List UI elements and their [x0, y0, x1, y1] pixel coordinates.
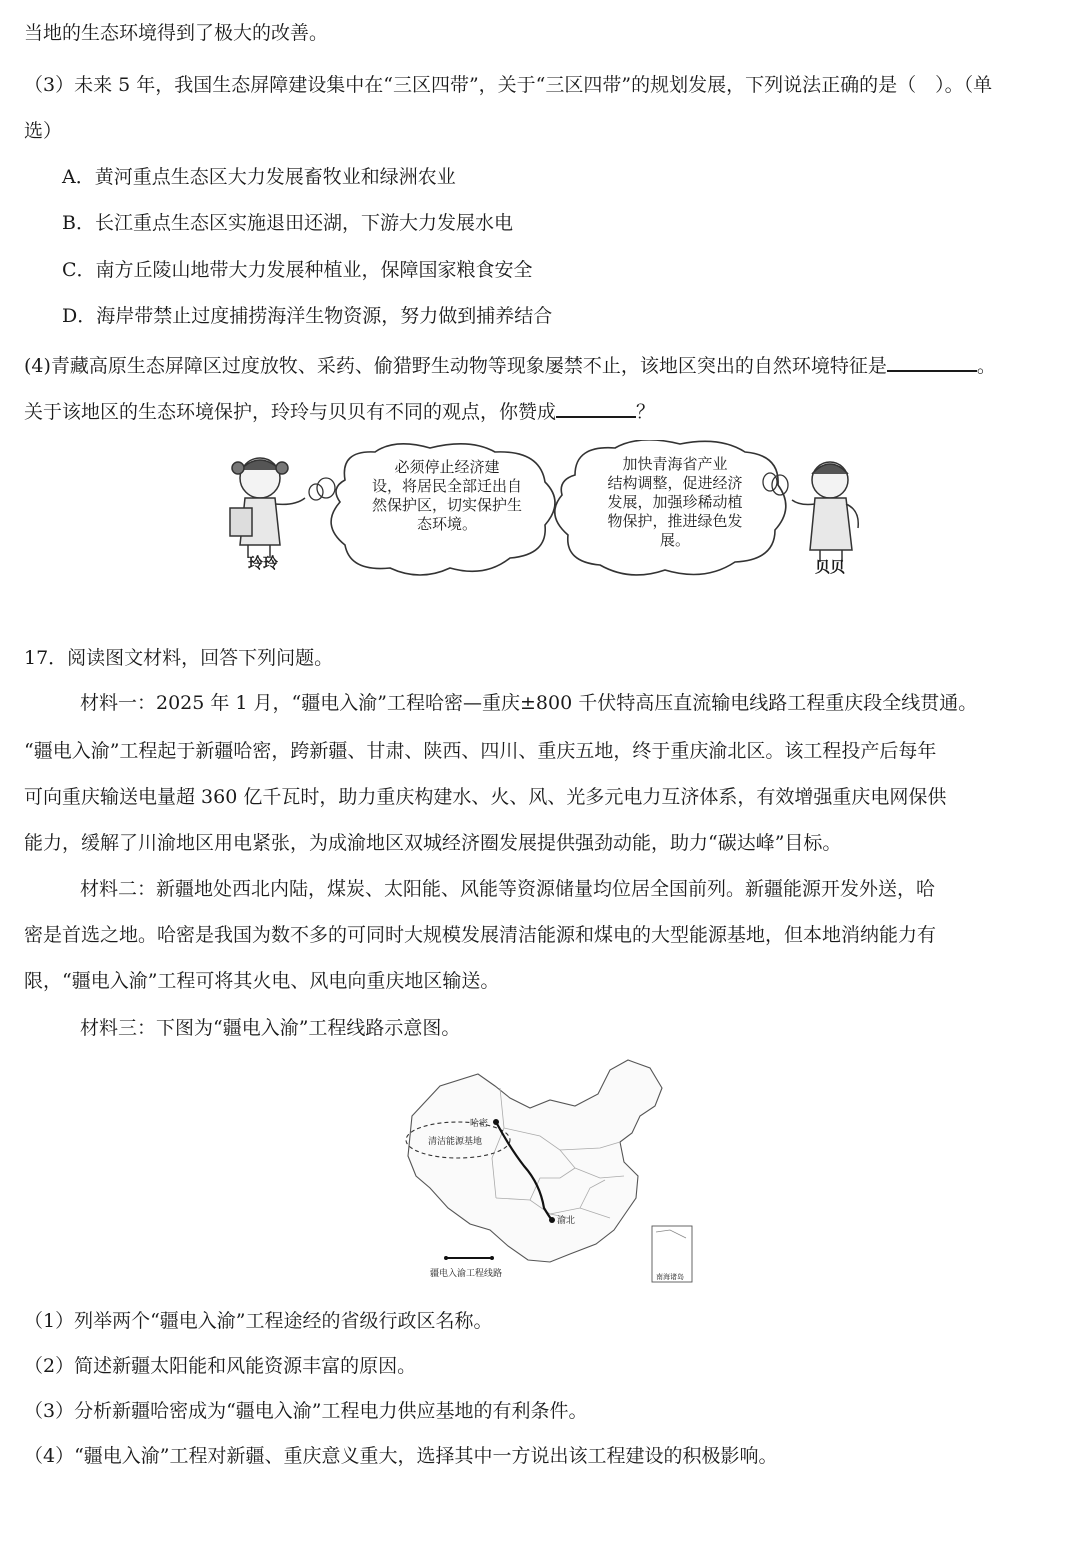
left-bubble-line: 然保护区，切实保护生	[371, 496, 522, 514]
right-bubble-line: 发展，加强珍稀动植	[607, 493, 743, 511]
sub-question-2: （2）简述新疆太阳能和风能资源丰富的原因。	[24, 1355, 417, 1377]
clean-base-label: 清洁能源基地	[428, 1137, 483, 1147]
yubei-label: 渝北	[557, 1216, 576, 1226]
option-c: C．南方丘陵山地带大力发展种植业，保障国家粮食安全	[62, 259, 533, 281]
option-a: A．黄河重点生态区大力发展畜牧业和绿洲农业	[62, 166, 456, 188]
question-4-text: (4)青藏高原生态屏障区过度放牧、采药、偷猎野生动物等现象屡禁不止，该地区突出的自然环境特征是	[24, 355, 887, 377]
material-1-line: “疆电入渝”工程起于新疆哈密，跨新疆、甘肃、陕西、四川、重庆五地，终于重庆渝北区。该工程投产后每年	[24, 740, 937, 762]
option-d: D．海岸带禁止过度捕捞海洋生物资源，努力做到捕养结合	[62, 305, 553, 327]
left-bubble-line: 设，将居民全部迁出自	[371, 477, 522, 495]
sub-question-1: （1）列举两个“疆电入渝”工程途经的省级行政区名称。	[24, 1310, 493, 1332]
material-2-line: 密是首选之地。哈密是我国为数不多的可同时大规模发展清洁能源和煤电的大型能源基地，但本地消纳能力有	[24, 924, 937, 946]
material-3-line: 材料三：下图为“疆电入渝”工程线路示意图。	[80, 1017, 461, 1039]
left-bubble-line: 态环境。	[416, 515, 477, 533]
right-bubble-line: 结构调整，促进经济	[607, 474, 743, 492]
hami-label: 哈密	[470, 1119, 489, 1129]
question-17-title: 17．阅读图文材料，回答下列问题。	[24, 647, 334, 669]
right-bubble-line: 展。	[659, 531, 690, 549]
right-bubble-line: 物保护，推进绿色发	[607, 512, 743, 530]
hami-point	[493, 1119, 499, 1125]
material-1-line: 能力，缓解了川渝地区用电紧张，为成渝地区双城经济圈发展提供强劲动能，助力“碳达峰”目标。	[24, 832, 842, 854]
right-character-name: 贝贝	[815, 558, 846, 576]
sub-question-4: （4）“疆电入渝”工程对新疆、重庆意义重大，选择其中一方说出该工程建设的积极影响。	[24, 1445, 778, 1467]
legend-dot	[444, 1256, 448, 1260]
left-character-name: 玲玲	[248, 554, 279, 572]
china-outline	[408, 1060, 662, 1262]
answer-blank-1[interactable]	[887, 350, 977, 372]
question-4b-text: 关于该地区的生态环境保护，玲玲与贝贝有不同的观点，你赞成	[24, 401, 557, 423]
question-4b	[24, 396, 655, 425]
right-bubble-line: 加快青海省产业	[622, 455, 728, 473]
dialogue-illustration	[0, 440, 1080, 590]
china-map-svg	[400, 1058, 700, 1286]
question-3: （3）未来 5 年，我国生态屏障建设集中在“三区四带”，关于“三区四带”的规划发展，下列说法正确的是（ ）。（单	[24, 74, 993, 96]
question-4b-end: ？	[636, 401, 656, 423]
sub-question-3: （3）分析新疆哈密成为“疆电入渝”工程电力供应基地的有利条件。	[24, 1400, 588, 1422]
question-4-end: 。	[976, 355, 996, 377]
left-bubble-line: 必须停止经济建	[394, 458, 500, 476]
material-1-line: 材料一：2025 年 1 月，“疆电入渝”工程哈密—重庆±800 千伏特高压直流输电线路工程重庆段全线贯通。	[80, 692, 978, 714]
text-line: 当地的生态环境得到了极大的改善。	[24, 22, 329, 44]
yubei-point	[549, 1217, 555, 1223]
question-3-cont: 选）	[24, 120, 63, 142]
option-b: B．长江重点生态区实施退田还湖，下游大力发展水电	[62, 212, 513, 234]
material-2-line: 限，“疆电入渝”工程可将其火电、风电向重庆地区输送。	[24, 970, 500, 992]
material-1-line: 可向重庆输送电量超 360 亿千瓦时，助力重庆构建水、火、风、光多元电力互济体系，有效增强重庆电网保供	[24, 786, 947, 808]
left-thought-dots	[309, 478, 335, 500]
answer-blank-2[interactable]	[556, 396, 636, 418]
material-2-line: 材料二：新疆地处西北内陆，煤炭、太阳能、风能等资源储量均位居全国前列。新疆能源开发外送，哈	[80, 878, 936, 900]
legend-label: 疆电入渝工程线路	[430, 1269, 503, 1279]
boy-figure	[792, 462, 858, 562]
question-4	[24, 350, 996, 379]
legend-dot	[490, 1256, 494, 1260]
left-bubble-text	[352, 458, 542, 534]
route-map	[400, 1058, 700, 1286]
inset-label: 南海诸岛	[656, 1273, 684, 1281]
girl-figure	[230, 458, 305, 558]
right-bubble-text	[585, 455, 765, 550]
